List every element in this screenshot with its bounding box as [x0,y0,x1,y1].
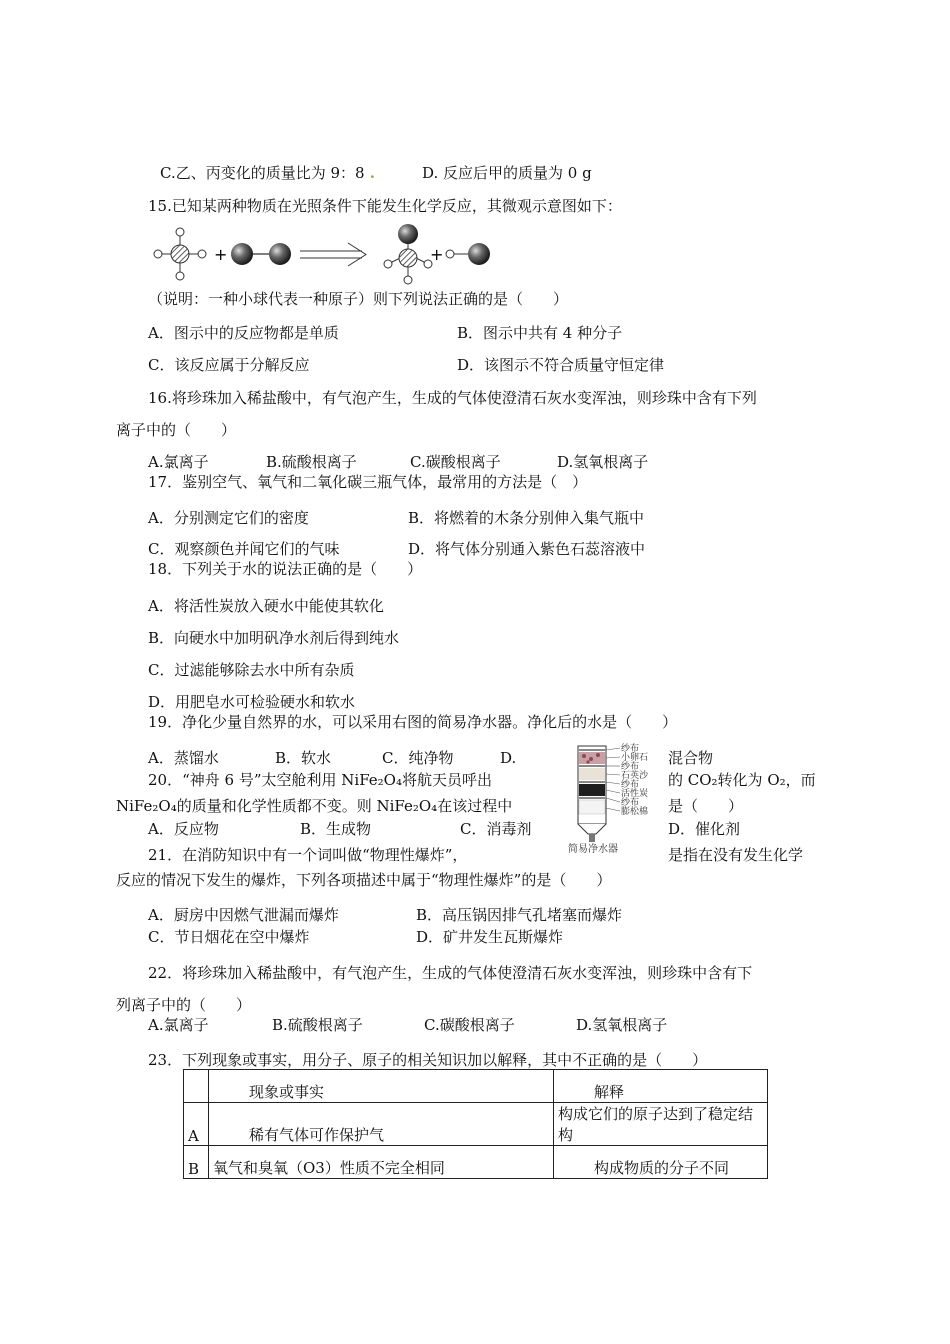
q17-option-a: A．分别测定它们的密度 [148,509,309,527]
filter-caption: 简易净水器 [568,844,618,855]
q19-option-d-text: 混合物 [668,749,714,767]
table-cell: 构成它们的原子达到了稳定结构 [554,1103,768,1146]
q23-table [183,1069,768,1179]
q17-option-c: C．观察颜色并闻它们的气味 [148,540,340,558]
q15-option-d: D．该图示不符合质量守恒定律 [457,356,665,374]
q17-option-d: D．将气体分别通入紫色石蕊溶液中 [408,540,646,558]
filter-label-6: 纱布 [621,798,640,808]
q14-option-c: C.乙、丙变化的质量比为 9：8 . [160,164,376,182]
header-cell [184,1070,209,1103]
q19-option-a: A．蒸馏水 [148,749,219,767]
q19-option-b: B．软水 [275,749,332,767]
filter-label-4: 纱布 [621,780,640,790]
q20-option-d: D．催化剂 [668,820,741,838]
q16-stem-line1: 16.将珍珠加入稀盐酸中，有气泡产生，生成的气体使澄清石灰水变浑浊，则珍珠中含有下列 [148,389,757,407]
q20-line2-tail: 是（ ） [668,797,744,815]
q22-option-a: A.氯离子 [148,1016,209,1034]
q22-option-b: B.硫酸根离子 [272,1016,363,1034]
q17-stem: 17．鉴别空气、氧气和二氧化碳三瓶气体，最常用的方法是（ ） [148,473,588,491]
q20-line1: 20．“神舟 6 号”太空舱利用 NiFe₂O₄将航天员呼出 [148,771,492,789]
q23-stem: 23．下列现象或事实，用分子、原子的相关知识加以解释，其中不正确的是（ ） [148,1051,708,1069]
q20-option-b: B．生成物 [300,820,372,838]
plus-sign-1: + [214,245,228,264]
filter-label-7: 膨松棉 [621,807,649,817]
table-header-row [184,1070,768,1103]
q16-option-b: B.硫酸根离子 [266,453,357,471]
molecule-product-1 [384,224,432,284]
q15-option-a: A．图示中的反应物都是单质 [148,324,339,342]
q22-option-c: C.碳酸根离子 [424,1016,515,1034]
table-cell: 氧气和臭氧（O3）性质不完全相同 [209,1146,554,1179]
simple-water-purifier-figure [564,740,664,860]
table-cell: 构成物质的分子不同 [554,1146,768,1179]
q16-option-d: D.氢氧根离子 [557,453,649,471]
q17-option-b: B．将燃着的木条分别伸入集气瓶中 [408,509,645,527]
q18-option-b: B．向硬水中加明矾净水剂后得到纯水 [148,629,400,647]
q21-line1-tail: 是指在没有发生化学 [668,846,804,864]
q15-stem: 15.已知某两种物质在光照条件下能发生化学反应，其微观示意图如下： [148,197,622,215]
molecule-product-2 [446,243,490,265]
filter-label-0: 纱布 [621,744,640,754]
q21-option-a: A．厨房中因燃气泄漏而爆炸 [148,906,339,924]
q18-option-c: C．过滤能够除去水中所有杂质 [148,661,355,679]
q18-option-a: A．将活性炭放入硬水中能使其软化 [148,597,384,615]
q22-stem-line1: 22．将珍珠加入稀盐酸中，有气泡产生，生成的气体使澄清石灰水变浑浊，则珍珠中含有下 [148,964,753,982]
row-label: B [184,1146,209,1179]
filter-label-3: 石英沙 [621,771,649,781]
q21-option-b: B．高压锅因排气孔堵塞而爆炸 [416,906,623,924]
q20-line2: NiFe₂O₄的质量和化学性质都不变。则 NiFe₂O₄在该过程中 [116,797,513,815]
q18-option-d: D．用肥皂水可检验硬水和软水 [148,693,356,711]
table-cell: 稀有气体可作保护气 [209,1103,554,1146]
q22-stem-line2: 列离子中的（ ） [116,996,252,1014]
q21-line1: 21．在消防知识中有一个词叫做“物理性爆炸”， [148,846,468,864]
q21-line2: 反应的情况下发生的爆炸，下列各项描述中属于“物理性爆炸”的是（ ） [116,871,612,889]
q15-option-b: B．图示中共有 4 种分子 [457,324,623,342]
q15-note: （说明：一种小球代表一种原子）则下列说法正确的是（ ） [148,290,569,308]
plus-sign-2: + [430,245,444,264]
q16-option-c: C.碳酸根离子 [410,453,501,471]
molecule-reactant-1 [154,228,206,280]
filter-label-1: 小卵石 [621,753,649,763]
q16-stem-line2: 离子中的（ ） [116,421,237,439]
q20-option-a: A．反应物 [148,820,219,838]
header-cell: 解释 [554,1070,768,1103]
q21-option-d: D．矿井发生瓦斯爆炸 [416,928,564,946]
reaction-arrow [300,243,366,266]
q15-option-c: C．该反应属于分解反应 [148,356,310,374]
q18-stem: 18．下列关于水的说法正确的是（ ） [148,560,423,578]
q14-option-d: D. 反应后甲的质量为 0 g [422,164,592,182]
table-row [184,1146,768,1179]
table-row [184,1103,768,1146]
row-label: A [184,1103,209,1146]
q21-option-c: C．节日烟花在空中爆炸 [148,928,310,946]
molecule-reactant-2 [231,243,291,265]
q20-option-c: C．消毒剂 [460,820,532,838]
q22-option-d: D.氢氧根离子 [576,1016,668,1034]
q19-option-c: C．纯净物 [382,749,454,767]
header-cell: 现象或事实 [209,1070,554,1103]
q16-option-a: A.氯离子 [148,453,209,471]
q20-line1-tail: 的 CO₂转化为 O₂，而 [668,771,816,789]
filter-label-2: 纱布 [621,762,640,772]
q19-option-d: D. [500,749,517,767]
q19-stem: 19．净化少量自然界的水，可以采用右图的简易净水器。净化后的水是（ ） [148,713,678,731]
filter-label-5: 活性炭 [621,789,649,799]
